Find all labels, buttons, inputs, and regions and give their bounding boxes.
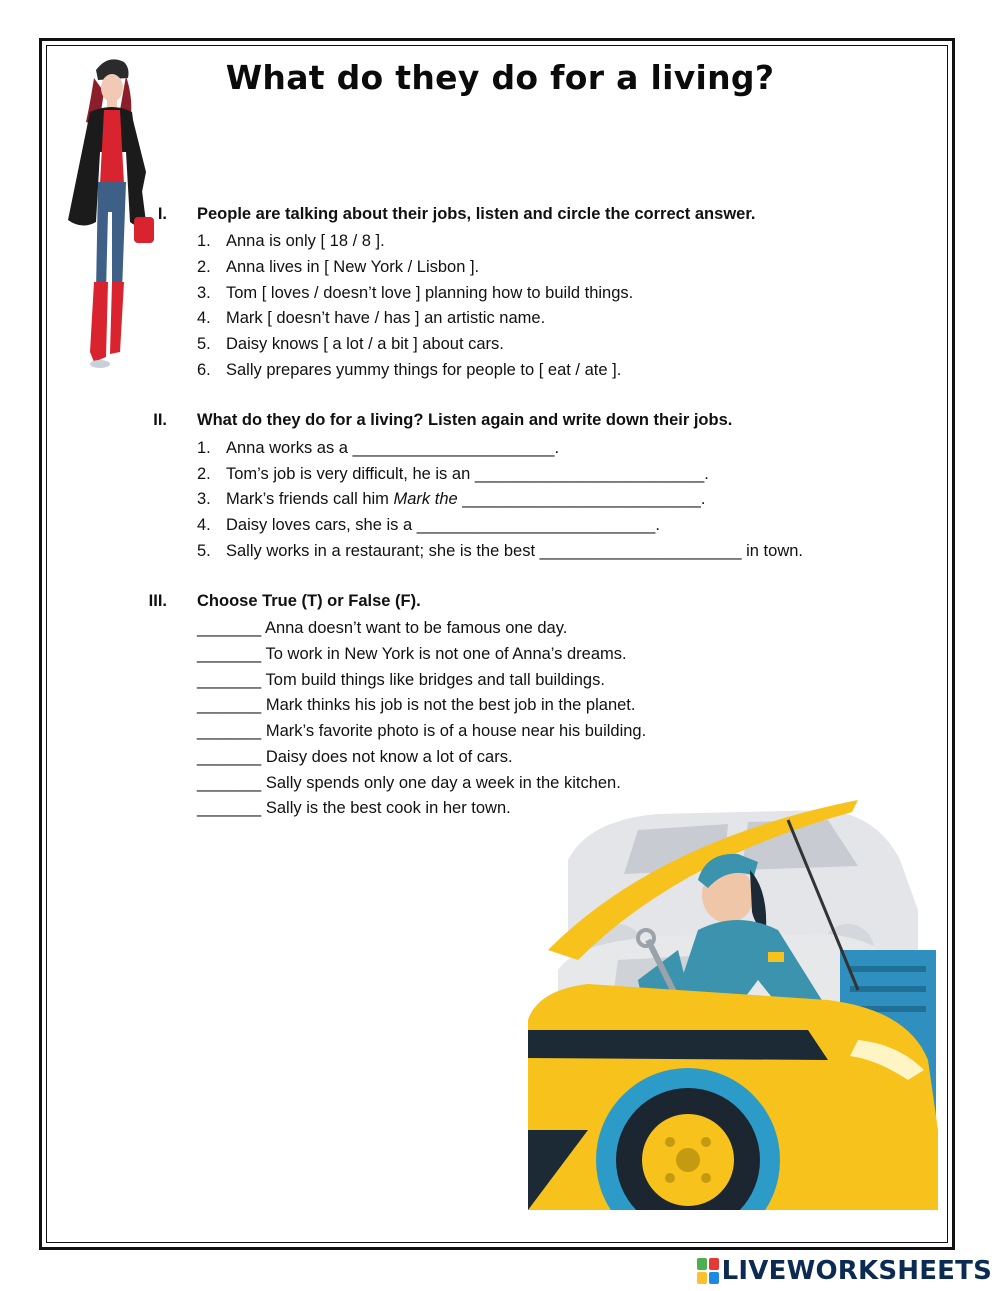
list-item (197, 359, 621, 385)
statement-text: To work in New York is not one of Anna’s dreams. (265, 645, 627, 663)
item-number: 5. (197, 542, 211, 560)
logo-text: LIVEWORKSHEETS (721, 1256, 992, 1286)
answer-blank[interactable]: ______________________ (539, 542, 742, 560)
list-item (197, 307, 545, 333)
answer-blank[interactable]: ______________________ (352, 439, 555, 457)
statement-text: Mark’s favorite photo is of a house near his building. (265, 722, 647, 740)
item-italic-text: Mark the (393, 490, 458, 508)
list-item (197, 617, 567, 643)
true-false-blank[interactable]: _______ (197, 722, 262, 740)
true-false-blank[interactable]: _______ (197, 748, 262, 766)
list-item (197, 333, 504, 359)
item-text: Anna is only [ 18 / 8 ]. (226, 232, 385, 250)
item-number: 3. (197, 284, 211, 302)
true-false-blank[interactable]: _______ (197, 645, 262, 663)
item-suffix: in town. (741, 542, 803, 560)
item-text: Anna works as a (226, 439, 353, 457)
item-number: 2. (197, 258, 211, 276)
answer-blank[interactable]: _________________________ (474, 465, 705, 483)
item-number: 3. (197, 490, 211, 508)
section-1-number: I. (157, 205, 167, 223)
list-item (197, 694, 635, 720)
section-1-heading: People are talking about their jobs, listen and circle the correct answer. (197, 205, 756, 223)
list-item (197, 514, 660, 540)
item-number: 1. (197, 439, 211, 457)
statement-text: Daisy does not know a lot of cars. (265, 748, 513, 766)
item-number: 4. (197, 516, 211, 534)
list-item (197, 669, 605, 695)
list-item (197, 256, 479, 282)
true-false-blank[interactable]: _______ (197, 696, 262, 714)
answer-blank[interactable]: __________________________ (416, 516, 656, 534)
true-false-blank[interactable]: _______ (197, 619, 262, 637)
true-false-blank[interactable]: _______ (197, 671, 262, 689)
item-text: Daisy loves cars, she is a (226, 516, 417, 534)
statement-text: Mark thinks his job is not the best job in the planet. (265, 696, 636, 714)
section-3-number: III. (148, 592, 167, 610)
mechanic-car-illustration (528, 800, 944, 1210)
liveworksheets-logo[interactable] (697, 1256, 992, 1286)
true-false-blank[interactable]: _______ (197, 799, 262, 817)
page-title: What do they do for a living? (225, 58, 775, 97)
list-item (197, 488, 705, 514)
item-text: Sally works in a restaurant; she is the best (226, 542, 540, 560)
item-text: Mark’s friends call him (226, 490, 394, 508)
item-suffix: . (704, 465, 709, 483)
list-item (197, 282, 633, 308)
list-item (197, 540, 803, 566)
item-suffix: . (700, 490, 706, 508)
section-2-heading: What do they do for a living? Listen again and write down their jobs. (197, 411, 733, 429)
list-item (197, 463, 709, 489)
true-false-blank[interactable]: _______ (197, 774, 262, 792)
section-3-heading: Choose True (T) or False (F). (197, 592, 421, 610)
section-2-number: II. (153, 411, 167, 429)
list-item (197, 643, 627, 669)
item-text: Sally prepares yummy things for people to [ eat / ate ]. (226, 361, 622, 379)
statement-text: Anna doesn’t want to be famous one day. (264, 619, 568, 637)
list-item (197, 437, 559, 463)
item-suffix: . (554, 439, 560, 457)
item-number: 1. (197, 232, 211, 250)
item-text: Daisy knows [ a lot / a bit ] about cars. (226, 335, 504, 353)
statement-text: Tom build things like bridges and tall buildings. (265, 671, 605, 689)
statement-text: Sally is the best cook in her town. (265, 799, 511, 817)
item-suffix: . (655, 516, 660, 534)
item-number: 5. (197, 335, 211, 353)
item-number: 6. (197, 361, 211, 379)
item-text: Mark [ doesn’t have / has ] an artistic name. (226, 309, 546, 327)
list-item (197, 720, 646, 746)
item-text: Anna lives in [ New York / Lisbon ]. (226, 258, 480, 276)
list-item (197, 797, 511, 823)
list-item (197, 746, 513, 772)
item-number: 4. (197, 309, 211, 327)
item-number: 2. (197, 465, 211, 483)
answer-blank[interactable]: __________________________ (457, 490, 701, 508)
item-text: Tom’s job is very difficult, he is an (226, 465, 475, 483)
list-item (197, 230, 385, 256)
statement-text: Sally spends only one day a week in the kitchen. (265, 774, 621, 792)
list-item (197, 772, 621, 798)
item-text: Tom [ loves / doesn’t love ] planning how to build things. (226, 284, 634, 302)
logo-icon (697, 1258, 719, 1284)
